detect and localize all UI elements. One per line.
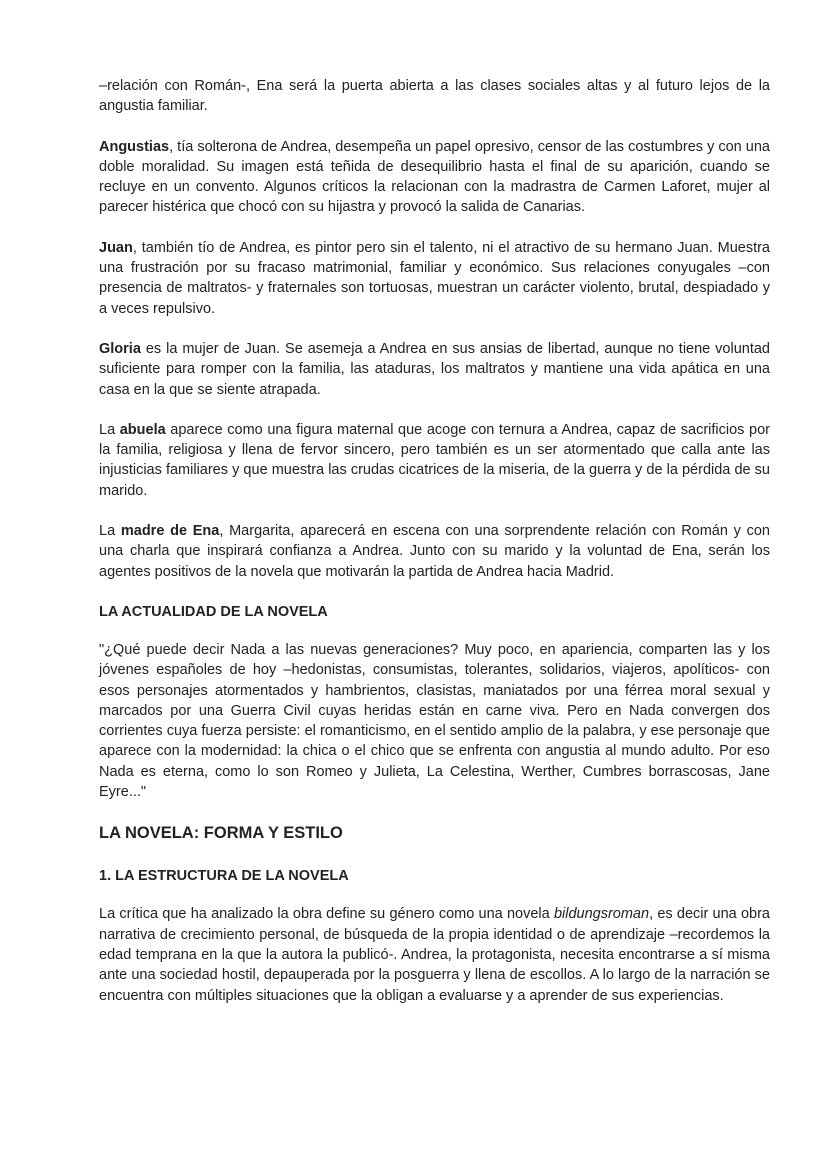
quote-paragraph: "¿Qué puede decir Nada a las nuevas generaciones? Muy poco, en apariencia, comparten las y los jóvenes españoles de hoy –hedonistas, consumistas, tolerantes, solidarios, viajeros, apolíticos- con esos personajes atormentados y hambrientos, clasistas, maniatados por una férrea moral sexual y marcados por una Guerra Civil cuyas heridas están en carne viva. Pero en Nada convergen dos corrientes cuya fuerza persiste: el romanticismo, en el sentido amplio de la palabra, y ese personaje que aparece con la modernidad: la chica o el chico que se enfrenta con angustia al mundo adulto. Por eso Nada es eterna, como lo son Romeo y Julieta, La Celestina, Werther, Cumbres borrascosas, Jane Eyre..." xyxy=(99,641,770,801)
paragraph-abuela xyxy=(99,420,770,501)
section-heading-forma-estilo: LA NOVELA: FORMA Y ESTILO xyxy=(99,824,343,843)
paragraph-text: –relación con Román-, Ena será la puerta abierta a las clases sociales altas y al futuro lejos de la angustia familiar. xyxy=(99,78,770,115)
paragraph-text: aparece como una figura maternal que acoge con ternura a Andrea, capaz de sacrificios por la familia, religiosa y llena de fervor sincero, pero también es un ser atormentado que calla ante las injusticias familiares y que muestra las crudas cicatrices de la miseria, de la guerra y de la pérdida de su marido. xyxy=(99,421,770,499)
paragraph-angustias xyxy=(99,137,770,218)
paragraph-text: , es decir una obra narrativa de crecimiento personal, de búsqueda de la propia identidad o de aprendizaje –recordemos la edad temprana en la que la autora la publicó-. Andrea, la protagonista, necesita encontrarse a sí misma ante una sociedad hostil, depauperada por la posguerra y llena de escollos. A lo largo de la narración se encuentra con múltiples situaciones que la obligan a evaluarse y a aprender de sus experiencias. xyxy=(99,906,770,1004)
character-name: madre de Ena xyxy=(120,523,220,540)
paragraph-text: , Margarita, aparecerá en escena con una sorprendente relación con Román y con una charla que inspirará confianza a Andrea. Junto con su marido y la voluntad de Ena, serán los agentes positivos de la novela que motivarán la partida de Andrea hacia Madrid. xyxy=(99,523,770,580)
character-name: Juan xyxy=(99,239,133,256)
subsection-heading-estructura: 1. LA ESTRUCTURA DE LA NOVELA xyxy=(99,868,349,885)
paragraph-prefix: La xyxy=(99,421,120,438)
character-name: Angustias xyxy=(99,138,170,155)
paragraph-text: es la mujer de Juan. Se asemeja a Andrea en sus ansias de libertad, aunque no tiene voluntad suficiente para romper con la familia, las ataduras, los maltratos y mantiene una vida apática en una casa en la que se siente atrapada. xyxy=(99,340,770,398)
paragraph-text: La crítica que ha analizado la obra define su género como una novela xyxy=(99,906,554,923)
paragraph-ena xyxy=(99,76,770,117)
paragraph-gloria xyxy=(99,339,770,400)
paragraph-estructura xyxy=(99,904,770,1005)
paragraph-madre-de-ena xyxy=(99,521,770,582)
paragraph-juan xyxy=(99,238,770,319)
genre-term: bildungsroman xyxy=(553,906,650,923)
paragraph-prefix: La xyxy=(99,523,121,540)
character-name: Gloria xyxy=(99,340,141,357)
paragraph-text: , también tío de Andrea, es pintor pero sin el talento, ni el atractivo de su hermano Juan. Muestra una frustración por su fracaso matrimonial, familiar y económico. Sus relaciones conyugales –con presencia de maltratos- y fraternales son tortuosas, muestran un carácter violento, brutal, despiadado y a veces repulsivo. xyxy=(99,239,770,317)
paragraph-text: , tía solterona de Andrea, desempeña un papel opresivo, censor de las costumbres y con una doble moralidad. Su imagen está teñida de desequilibrio hasta el final de su aparición, cuando se recluye en un convento. Algunos críticos la relacionan con la madrastra de Carmen Laforet, mujer al parecer histérica que chocó con su hijastra y provocó la salida de Canarias. xyxy=(99,138,770,216)
character-name: abuela xyxy=(119,421,166,438)
section-heading-actualidad: LA ACTUALIDAD DE LA NOVELA xyxy=(99,603,328,620)
